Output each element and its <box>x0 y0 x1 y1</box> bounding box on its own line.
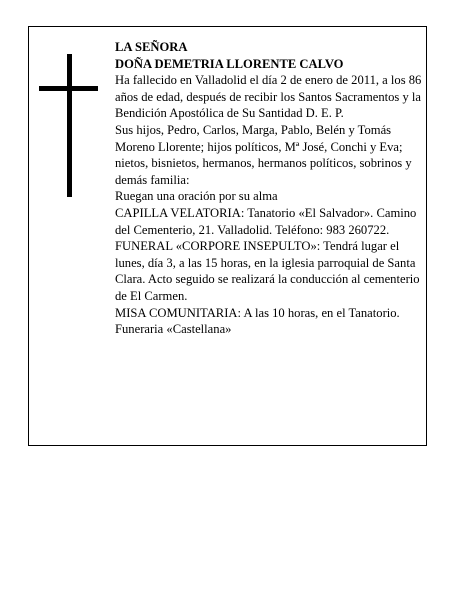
death-statement: Ha fallecido en Valladolid el día 2 de enero de 2011, a los 86 años de edad, después de recibir los Santos Sacramentos y la Bendición Apostólica de Su Santidad D. E. P. <box>115 73 422 121</box>
family-list: Sus hijos, Pedro, Carlos, Marga, Pablo, Belén y Tomás Moreno Llorente; hijos políticos, Mª José, Conchi y Eva; nietos, bisnietos, hermanos, hermanos políticos, sobrinos y demás familia: <box>115 122 412 187</box>
notice-text <box>115 39 422 338</box>
funeral-home: Funeraria «Castellana» <box>115 322 232 337</box>
prayer-request: Ruegan una oración por su alma <box>115 189 278 204</box>
deceased-name: DOÑA DEMETRIA LLORENTE CALVO <box>115 56 344 71</box>
cross-vertical-bar <box>67 54 72 197</box>
mass-info: MISA COMUNITARIA: A las 10 horas, en el Tanatorio. <box>115 305 400 320</box>
obituary-notice <box>28 26 427 446</box>
cross-horizontal-bar <box>39 86 98 91</box>
funeral-info: FUNERAL «CORPORE INSEPULTO»: Tendrá lugar el lunes, día 3, a las 15 horas, en la iglesia parroquial de Santa Clara. Acto seguido se realizará la conducción al cementerio de El Carmen. <box>115 239 420 303</box>
notice-title: LA SEÑORA <box>115 40 188 54</box>
chapel-info: CAPILLA VELATORIA: Tanatorio «El Salvador». Camino del Cementerio, 21. Valladolid. Teléfono: 983 260722. <box>115 205 417 237</box>
